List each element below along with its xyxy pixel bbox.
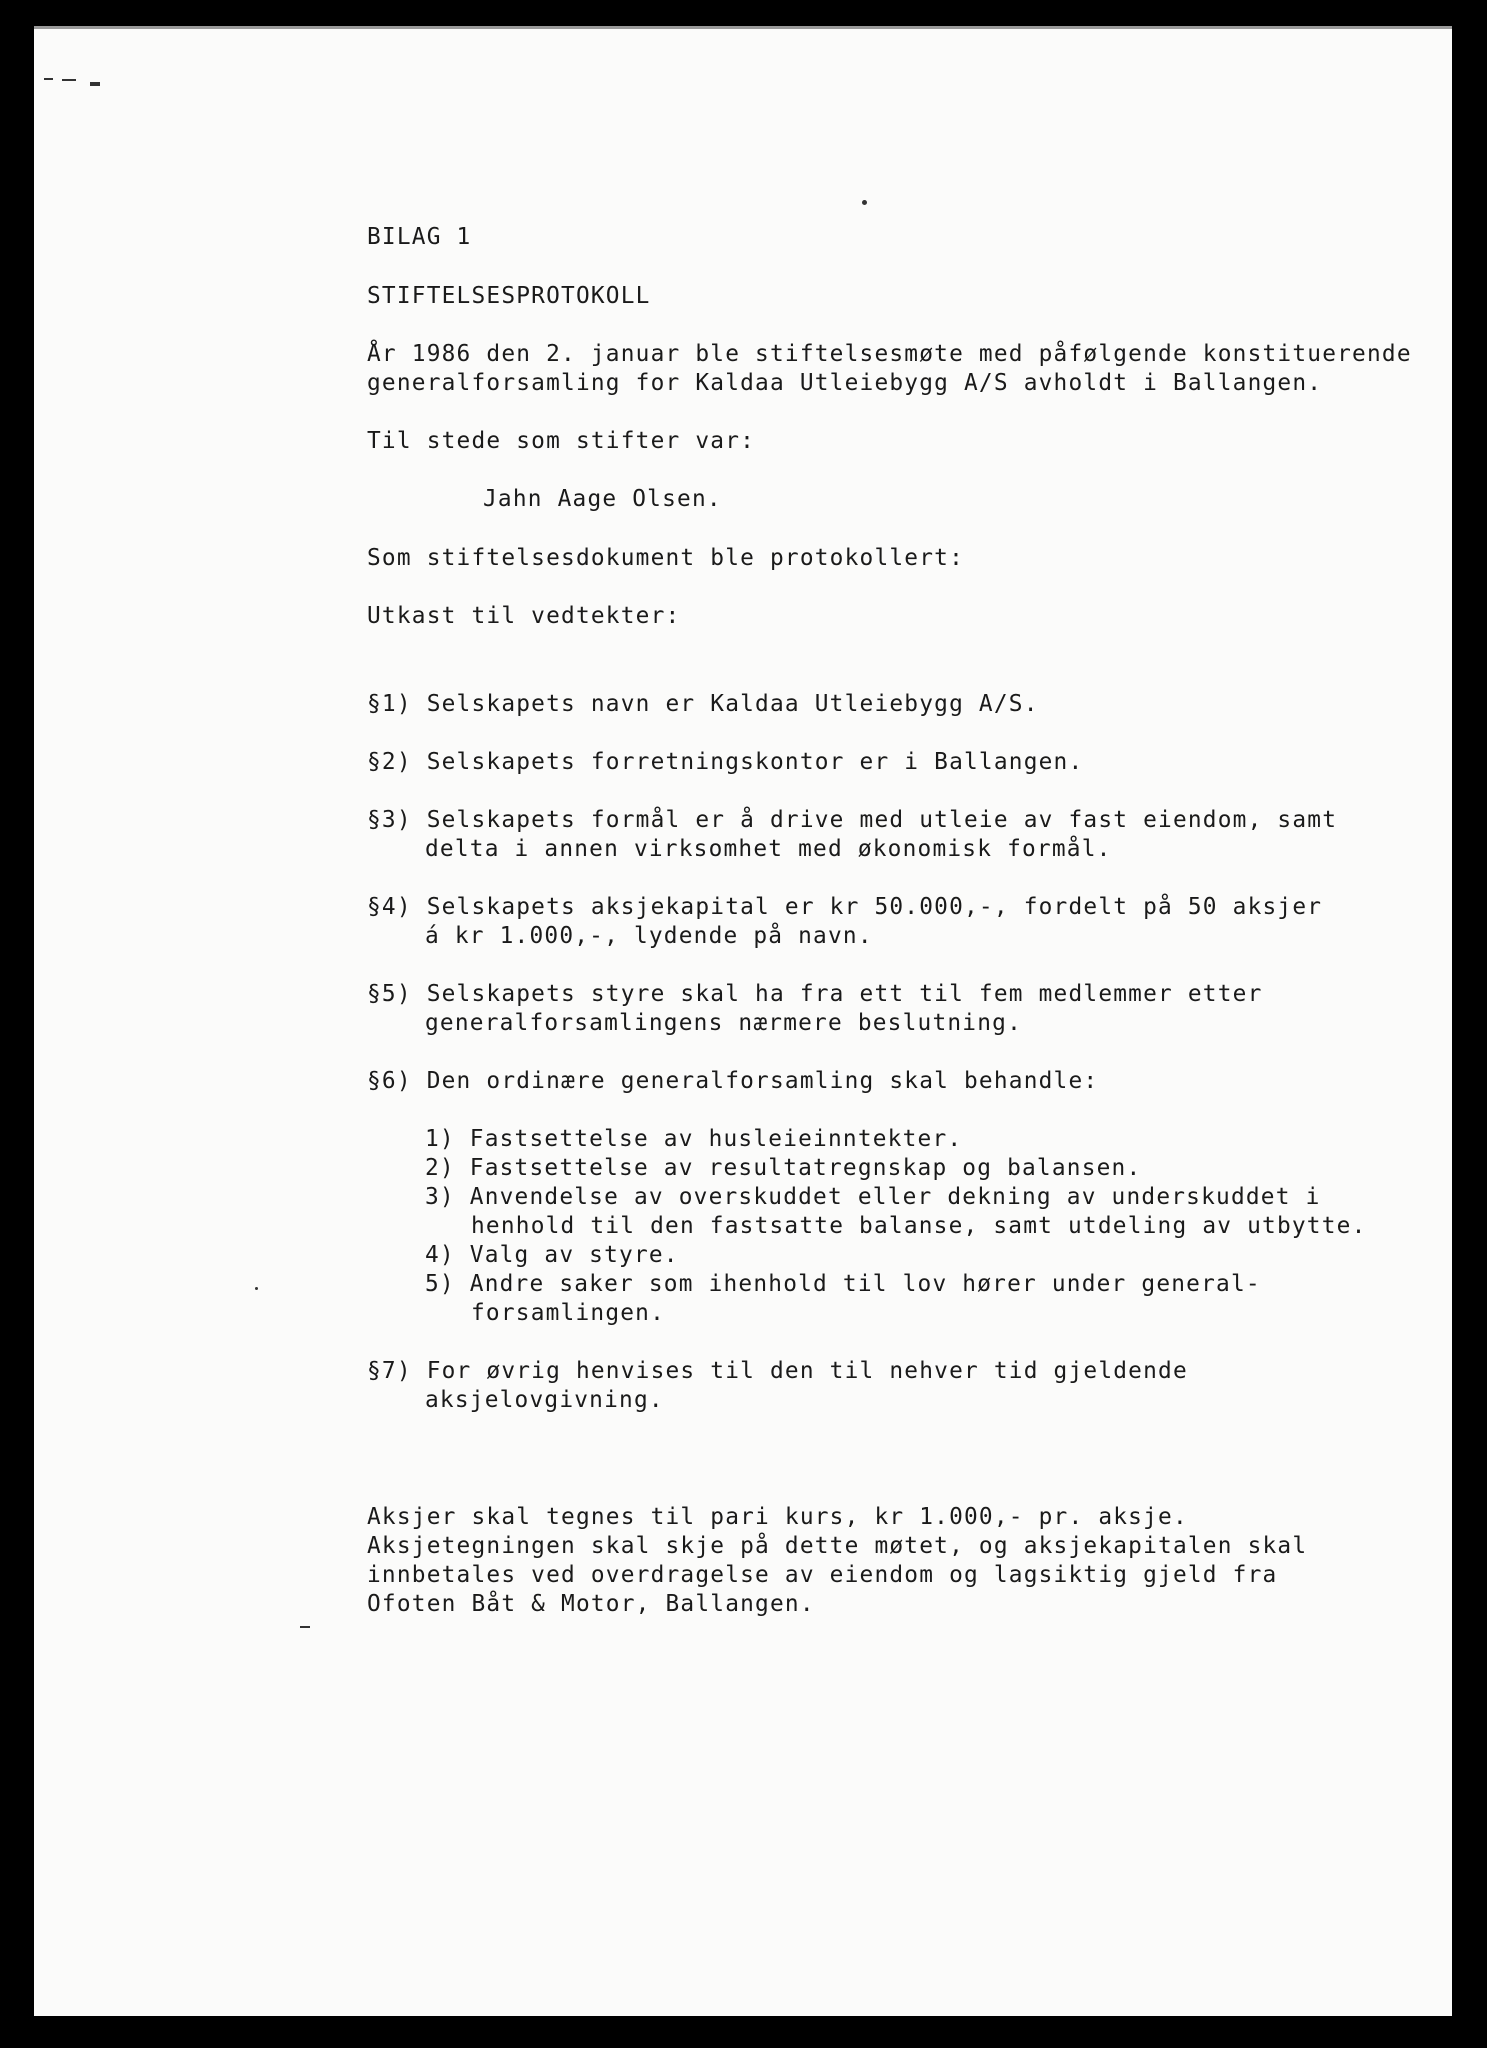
clause-6-item: 3) Anvendelse av overskuddet eller dekning av underskuddet i [425,1184,1321,1210]
closing-line: innbetales ved overdragelse av eiendom og lagsiktig gjeld fra [367,1562,1278,1588]
clause-3: §3) Selskapets formål er å drive med utleie av fast eiendom, samt [367,807,1338,833]
clause-7: §7) For øvrig henvises til den til nehver tid gjeldende [367,1358,1188,1384]
scan-mark [300,1626,310,1628]
clause-6-item-cont: forsamlingen. [471,1300,666,1326]
present-label: Til stede som stifter var: [367,428,756,454]
clause-1: §1) Selskapets navn er Kaldaa Utleiebygg A/S. [367,691,1039,717]
clause-6-item-cont: henhold til den fastsatte balanse, samt utdeling av utbytte. [471,1213,1367,1239]
scan-mark [62,79,76,81]
founding-doc-label: Som stiftelsesdokument ble protokollert: [367,545,964,571]
intro-line: generalforsamling for Kaldaa Utleiebygg A/S avholdt i Ballangen. [367,370,1323,396]
scan-mark [255,1287,258,1290]
document-title: STIFTELSESPROTOKOLL [367,283,651,309]
clause-4-cont: á kr 1.000,-, lydende på navn. [425,923,873,949]
clause-6-item: 4) Valg av styre. [425,1242,679,1268]
intro-line: År 1986 den 2. januar ble stiftelsesmøte med påfølgende konstituerende [367,341,1412,367]
clause-7-cont: aksjelovgivning. [425,1387,664,1413]
document-header: BILAG 1 [367,224,472,250]
scan-mark [44,78,53,80]
clause-5-cont: generalforsamlingens nærmere beslutning. [425,1010,1022,1036]
clause-6-item: 5) Andre saker som ihenhold til lov hører under general- [425,1271,1261,1297]
clause-6: §6) Den ordinære generalforsamling skal behandle: [367,1068,1099,1094]
scan-edge [34,26,1452,29]
scan-mark [90,82,100,86]
clause-4: §4) Selskapets aksjekapital er kr 50.000,-, fordelt på 50 aksjer [367,894,1323,920]
draft-label: Utkast til vedtekter: [367,603,681,629]
closing-line: Aksjer skal tegnes til pari kurs, kr 1.000,- pr. aksje. [367,1504,1188,1530]
clause-6-item: 1) Fastsettelse av husleieinntekter. [425,1126,963,1152]
clause-6-item: 2) Fastsettelse av resultatregnskap og balansen. [425,1155,1142,1181]
clause-3-cont: delta i annen virksomhet med økonomisk formål. [425,836,1112,862]
document-page [34,26,1452,2016]
closing-line: Aksjetegningen skal skje på dette møtet, og aksjekapitalen skal [367,1533,1308,1559]
closing-line: Ofoten Båt & Motor, Ballangen. [367,1591,815,1617]
founder-name: Jahn Aage Olsen. [483,486,722,512]
scan-mark [862,200,867,205]
clause-2: §2) Selskapets forretningskontor er i Ballangen. [367,749,1084,775]
clause-5: §5) Selskapets styre skal ha fra ett til fem medlemmer etter [367,981,1263,1007]
